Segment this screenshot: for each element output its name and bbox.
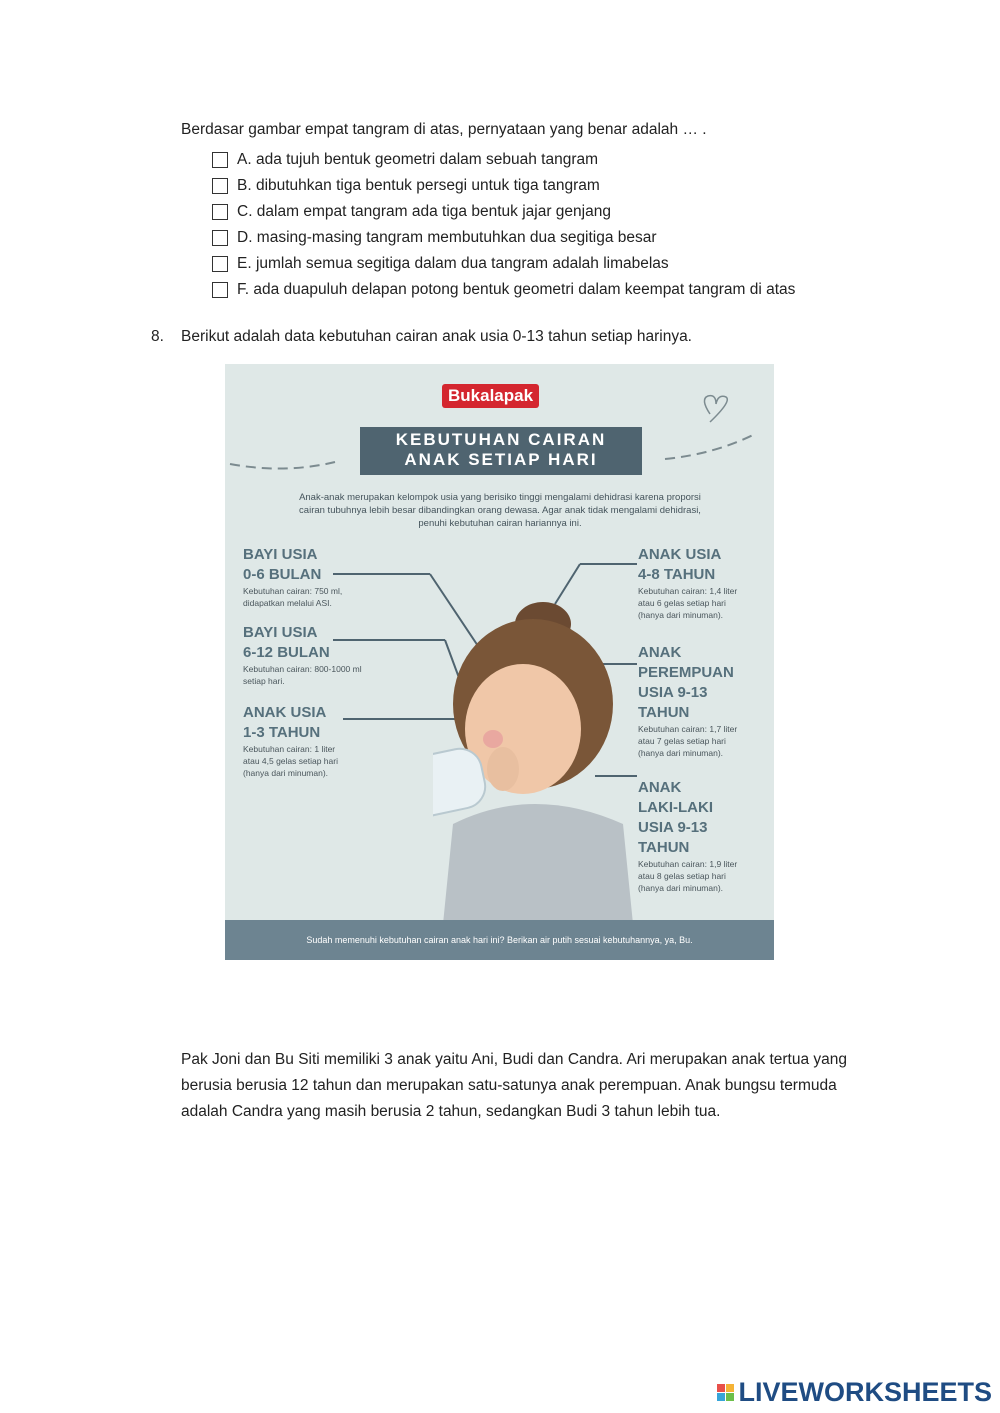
infographic-footer: Sudah memenuhi kebutuhan cairan anak hari ini? Berikan air putih sesuai kebutuhannya, ya, Bu. (225, 920, 774, 960)
option-a[interactable] (212, 147, 795, 173)
option-c-label: C. dalam empat tangram ada tiga bentuk jajar genjang (237, 203, 611, 220)
option-f-checkbox[interactable] (212, 282, 228, 298)
option-c[interactable] (212, 199, 795, 225)
liveworksheets-wordmark: LIVEWORKSHEETS (738, 1377, 992, 1407)
liveworksheets-logo-icon (717, 1384, 734, 1401)
infographic-title-line2: ANAK SETIAP HARI (404, 450, 598, 469)
group-girls-9-13 (638, 643, 737, 759)
option-d-checkbox[interactable] (212, 230, 228, 246)
bukalapak-logo: Bukalapak (442, 384, 539, 408)
infographic-title-line1: KEBUTUHAN CAIRAN (395, 430, 607, 449)
option-e-checkbox[interactable] (212, 256, 228, 272)
group-4-8-years-desc: Kebutuhan cairan: 1,4 liter atau 6 gelas setiap hari (hanya dari minuman). (638, 586, 738, 620)
option-f-label: F. ada duapuluh delapan potong bentuk geometri dalam keempat tangram di atas (237, 281, 796, 298)
group-0-6-months-title: BAYI USIA 0-6 BULAN (243, 546, 322, 583)
option-b[interactable] (212, 173, 795, 199)
child-drinking-illustration (433, 594, 643, 924)
infographic-intro: Anak-anak merupakan kelompok usia yang berisiko tinggi mengalami dehidrasi karena proporsi cairan tubuhnya lebih besar dibandingkan orang dewasa. Agar anak tidak mengalami dehidrasi, penuhi kebutuhan cairan hariannya ini. (299, 492, 701, 529)
question-8-number: 8. (151, 328, 164, 345)
option-a-label: A. ada tujuh bentuk geometri dalam sebuah tangram (237, 151, 599, 168)
group-boys-9-13-title: ANAK LAKI-LAKI USIA 9-13 TAHUN (638, 779, 713, 856)
option-e-label: E. jumlah semua segitiga dalam dua tangram adalah limabelas (237, 255, 669, 272)
group-6-12-months-desc: Kebutuhan cairan: 800-1000 ml setiap hari. (243, 664, 362, 686)
option-d-label: D. masing-masing tangram membutuhkan dua segitiga besar (237, 229, 657, 246)
option-b-label: B. dibutuhkan tiga bentuk persegi untuk tiga tangram (237, 177, 600, 194)
group-6-12-months-title: BAYI USIA 6-12 BULAN (243, 624, 330, 661)
infographic-image (225, 364, 774, 960)
group-0-6-months-desc: Kebutuhan cairan: 750 ml, didapatkan melalui ASI. (243, 586, 343, 608)
group-1-3-years (243, 703, 338, 779)
infographic-title-banner (360, 427, 642, 475)
group-1-3-years-desc: Kebutuhan cairan: 1 liter atau 4,5 gelas setiap hari (hanya dari minuman). (243, 744, 338, 778)
option-d[interactable] (212, 225, 795, 251)
group-boys-9-13-desc: Kebutuhan cairan: 1,9 liter atau 8 gelas setiap hari (hanya dari minuman). (638, 859, 738, 893)
story-paragraph: Pak Joni dan Bu Siti memiliki 3 anak yaitu Ani, Budi dan Candra. Ari merupakan anak tertua yang berusia berusia 12 tahun dan merupakan satu-satunya anak perempuan. Anak bungsu termuda adalah Candra yang masih berusia 2 tahun, sedangkan Budi 3 tahun lebih tua. (181, 1051, 848, 1120)
group-girls-9-13-desc: Kebutuhan cairan: 1,7 liter atau 7 gelas setiap hari (hanya dari minuman). (638, 724, 738, 758)
group-0-6-months (243, 545, 342, 609)
option-e[interactable] (212, 251, 795, 277)
option-b-checkbox[interactable] (212, 178, 228, 194)
group-1-3-years-title: ANAK USIA 1-3 TAHUN (243, 704, 327, 741)
option-f[interactable] (212, 277, 795, 303)
question-8 (151, 328, 692, 346)
question-7-prompt: Berdasar gambar empat tangram di atas, pernyataan yang benar adalah … . (181, 121, 707, 138)
option-a-checkbox[interactable] (212, 152, 228, 168)
option-c-checkbox[interactable] (212, 204, 228, 220)
group-4-8-years-title: ANAK USIA 4-8 TAHUN (638, 546, 722, 583)
group-boys-9-13 (638, 778, 737, 894)
group-girls-9-13-title: ANAK PEREMPUAN USIA 9-13 TAHUN (638, 644, 734, 721)
group-6-12-months (243, 623, 362, 687)
answer-options (212, 147, 795, 303)
liveworksheets-brand (717, 1377, 992, 1408)
group-4-8-years (638, 545, 737, 621)
question-8-prompt: Berikut adalah data kebutuhan cairan anak usia 0-13 tahun setiap harinya. (181, 328, 692, 345)
